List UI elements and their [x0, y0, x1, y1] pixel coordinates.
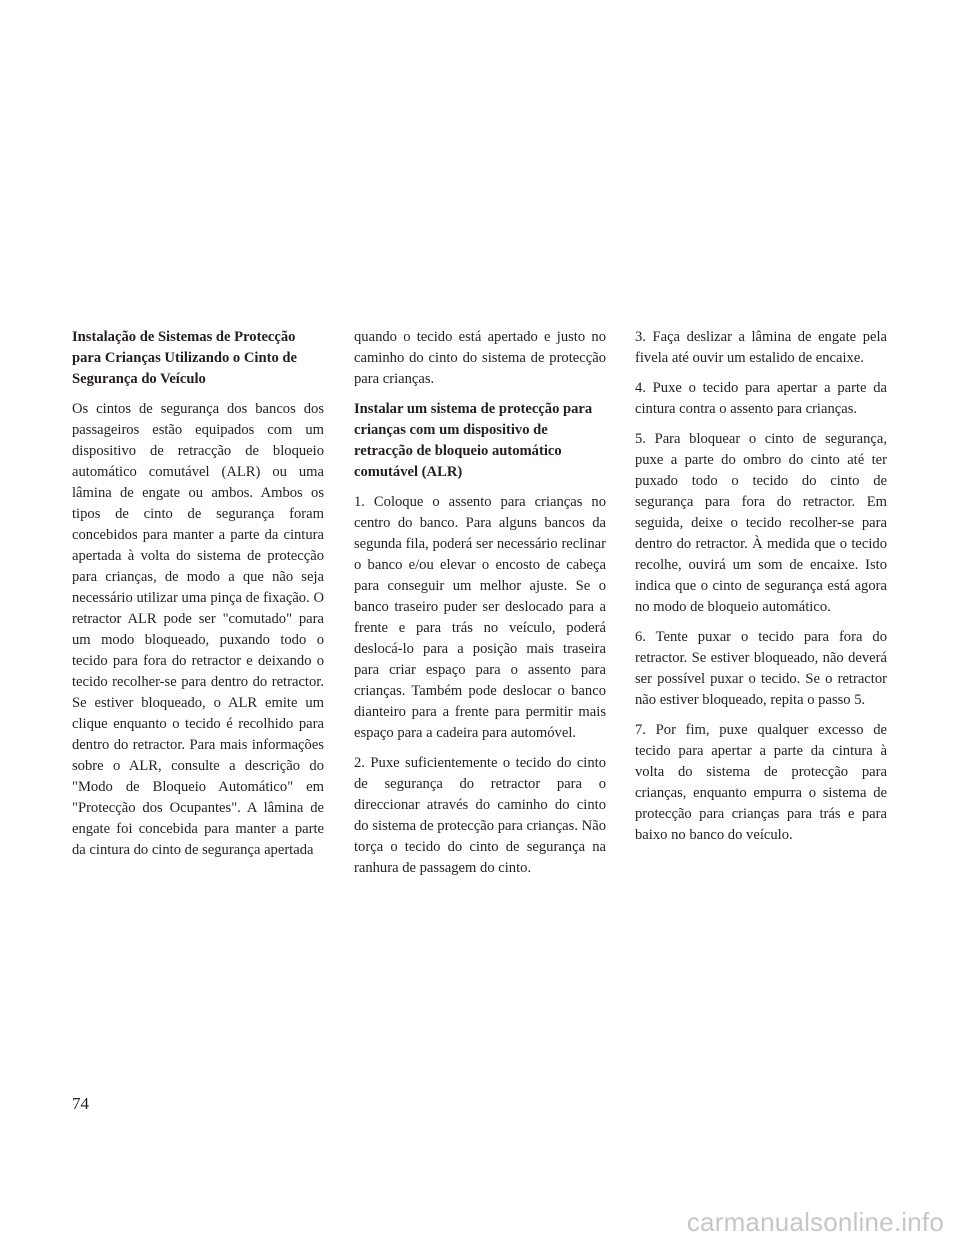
step-2: 2. Puxe suficientemente o tecido do cinto de segurança do retractor para o direccionar através do caminho do cinto do sistema de protecção para crianças. Não torça o tecido do cinto de segurança na ranhura de passagem do cinto.	[354, 755, 606, 876]
step-1: 1. Coloque o assento para crianças no centro do banco. Para alguns bancos da segunda fila, poderá ser necessário reclinar o banco e/ou elevar o encosto de cabeça para conseguir um melhor ajuste. Se o banco traseiro puder ser deslocado para a frente e para trás no veículo, poderá deslocá-lo para a posição mais traseira para criar espaço para o assento para crianças. Também pode deslocar o banco dianteiro para a frente para permitir mais espaço para a cadeira para automóvel.	[354, 494, 606, 741]
column-2	[354, 327, 606, 888]
column-3	[635, 327, 887, 855]
column-1	[72, 327, 324, 870]
continuation-paragraph: quando o tecido está apertado e justo no caminho do cinto do sistema de protecção para crianças.	[354, 329, 606, 387]
step-5: 5. Para bloquear o cinto de segurança, puxe a parte do ombro do cinto até ter puxado todo o tecido do cinto de segurança para fora do retractor. Em seguida, deixe o tecido recolher-se para dentro do retractor. À medida que o tecido recolhe, ouvirá um som de encaixe. Isto indica que o cinto de segurança está agora no modo de bloqueio automático.	[635, 431, 887, 615]
watermark: carmanualsonline.info	[686, 1207, 944, 1237]
step-4: 4. Puxe o tecido para apertar a parte da cintura contra o assento para crianças.	[635, 380, 887, 417]
step-7: 7. Por fim, puxe qualquer excesso de tecido para apertar a parte da cintura à volta do sistema de protecção para crianças, enquanto empurra o sistema de protecção para crianças para trás e para baixo no banco do veículo.	[635, 722, 887, 843]
body-paragraph: Os cintos de segurança dos bancos dos passageiros estão equipados com um dispositivo de retracção de bloqueio automático comutável (ALR) ou uma lâmina de engate ou ambos. Ambos os tipos de cinto de segurança foram concebidos para manter a parte da cintura apertada à volta do sistema de protecção para crianças, de modo a que não seja necessário utilizar uma pinça de fixação. O retractor ALR pode ser "comutado" para um modo bloqueado, puxando todo o tecido para fora do retractor e deixando o tecido recolher-se para dentro do retractor. Se estiver bloqueado, o ALR emite um clique enquanto o tecido é recolhido para dentro do retractor. Para mais informações sobre o ALR, consulte a descrição do "Modo de Bloqueio Automático" em "Protecção dos Ocupantes". A lâmina de engate foi concebida para manter a parte da cintura do cinto de segurança apertada	[72, 401, 324, 858]
step-3: 3. Faça deslizar a lâmina de engate pela fivela até ouvir um estalido de encaixe.	[635, 329, 887, 366]
subsection-heading: Instalar um sistema de protecção para crianças com um dispositivo de retracção de bloqueio automático comutável (ALR)	[354, 401, 593, 480]
section-heading: Instalação de Sistemas de Protecção para Crianças Utilizando o Cinto de Segurança do Veículo	[72, 329, 297, 387]
page-number: 74	[72, 1094, 89, 1113]
step-6: 6. Tente puxar o tecido para fora do retractor. Se estiver bloqueado, não deverá ser possível puxar o tecido. Se o retractor não estiver bloqueado, repita o passo 5.	[635, 629, 887, 708]
